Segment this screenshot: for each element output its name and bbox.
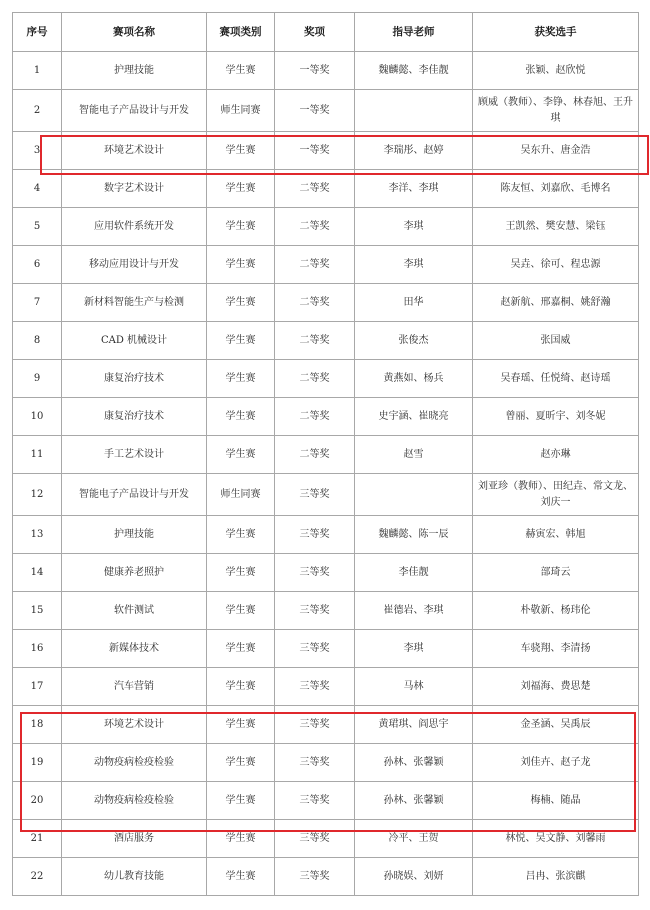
cell-winners: 刘亚珍（教师）、田纪垚、常文龙、刘庆一 (473, 474, 639, 516)
cell-award: 三等奖 (275, 820, 355, 858)
cell-award: 二等奖 (275, 246, 355, 284)
cell-event-category: 学生赛 (207, 516, 275, 554)
cell-index: 3 (13, 132, 62, 170)
cell-event-name: 护理技能 (62, 516, 207, 554)
cell-award: 三等奖 (275, 782, 355, 820)
table-row (13, 132, 639, 170)
cell-award: 二等奖 (275, 398, 355, 436)
cell-event-category: 学生赛 (207, 630, 275, 668)
header-award: 奖项 (275, 13, 355, 52)
cell-award: 三等奖 (275, 744, 355, 782)
cell-instructor: 孙林、张馨颖 (355, 744, 473, 782)
cell-award: 二等奖 (275, 360, 355, 398)
cell-winners: 赵新航、邢嘉桐、姚舒瀚 (473, 284, 639, 322)
cell-event-name: 酒店服务 (62, 820, 207, 858)
cell-event-name: 智能电子产品设计与开发 (62, 90, 207, 132)
table-row (13, 782, 639, 820)
cell-event-category: 师生同赛 (207, 90, 275, 132)
cell-award: 二等奖 (275, 436, 355, 474)
header-row (13, 13, 639, 52)
cell-winners: 车骁翔、李清扬 (473, 630, 639, 668)
table-row (13, 516, 639, 554)
cell-event-name: CAD 机械设计 (62, 322, 207, 360)
header-event-category: 赛项类别 (207, 13, 275, 52)
cell-winners: 梅楠、随晶 (473, 782, 639, 820)
cell-award: 一等奖 (275, 90, 355, 132)
table-row (13, 474, 639, 516)
cell-event-name: 环境艺术设计 (62, 132, 207, 170)
table-row (13, 360, 639, 398)
cell-event-category: 学生赛 (207, 52, 275, 90)
cell-award: 二等奖 (275, 284, 355, 322)
cell-instructor: 黄燕如、杨兵 (355, 360, 473, 398)
cell-event-name: 新材料智能生产与检测 (62, 284, 207, 322)
table-row (13, 90, 639, 132)
cell-award: 三等奖 (275, 516, 355, 554)
awards-table (12, 12, 639, 896)
cell-event-category: 学生赛 (207, 360, 275, 398)
cell-event-name: 动物疫病检疫检验 (62, 782, 207, 820)
table-row (13, 52, 639, 90)
cell-index: 6 (13, 246, 62, 284)
cell-instructor: 史宇涵、崔晓亮 (355, 398, 473, 436)
table-row (13, 398, 639, 436)
cell-winners: 王凯然、樊安慧、梁钰 (473, 208, 639, 246)
cell-event-category: 学生赛 (207, 706, 275, 744)
cell-event-name: 智能电子产品设计与开发 (62, 474, 207, 516)
cell-winners: 部琦云 (473, 554, 639, 592)
table-row (13, 592, 639, 630)
cell-winners: 张国威 (473, 322, 639, 360)
table-row (13, 170, 639, 208)
cell-index: 16 (13, 630, 62, 668)
cell-instructor: 张俊杰 (355, 322, 473, 360)
cell-event-name: 健康养老照护 (62, 554, 207, 592)
cell-instructor: 崔德岩、李琪 (355, 592, 473, 630)
table-row (13, 668, 639, 706)
cell-index: 22 (13, 858, 62, 896)
header-event-name: 赛项名称 (62, 13, 207, 52)
cell-instructor: 赵雪 (355, 436, 473, 474)
cell-event-category: 学生赛 (207, 284, 275, 322)
cell-event-name: 移动应用设计与开发 (62, 246, 207, 284)
cell-award: 二等奖 (275, 208, 355, 246)
cell-instructor: 李瑞彤、赵婷 (355, 132, 473, 170)
cell-award: 一等奖 (275, 132, 355, 170)
cell-award: 三等奖 (275, 706, 355, 744)
cell-event-name: 环境艺术设计 (62, 706, 207, 744)
cell-event-name: 康复治疗技术 (62, 360, 207, 398)
cell-index: 7 (13, 284, 62, 322)
cell-index: 19 (13, 744, 62, 782)
cell-index: 5 (13, 208, 62, 246)
table-row (13, 630, 639, 668)
cell-winners: 顾威（教师）、李铮、林春旭、王升琪 (473, 90, 639, 132)
table-row (13, 284, 639, 322)
cell-instructor: 魏麟懿、李佳靓 (355, 52, 473, 90)
cell-instructor: 黄珺琪、阎思宇 (355, 706, 473, 744)
cell-award: 三等奖 (275, 592, 355, 630)
table-row (13, 744, 639, 782)
cell-winners: 张颖、赵欣悦 (473, 52, 639, 90)
cell-event-name: 手工艺术设计 (62, 436, 207, 474)
cell-instructor: 李佳靓 (355, 554, 473, 592)
cell-winners: 赫寅宏、韩旭 (473, 516, 639, 554)
cell-event-name: 动物疫病检疫检验 (62, 744, 207, 782)
header-index: 序号 (13, 13, 62, 52)
cell-event-category: 学生赛 (207, 820, 275, 858)
cell-award: 三等奖 (275, 858, 355, 896)
cell-winners: 刘佳卉、赵子龙 (473, 744, 639, 782)
cell-index: 18 (13, 706, 62, 744)
cell-index: 14 (13, 554, 62, 592)
cell-event-name: 数字艺术设计 (62, 170, 207, 208)
cell-index: 4 (13, 170, 62, 208)
cell-event-category: 学生赛 (207, 554, 275, 592)
cell-event-category: 学生赛 (207, 668, 275, 706)
cell-event-name: 康复治疗技术 (62, 398, 207, 436)
cell-index: 10 (13, 398, 62, 436)
cell-index: 2 (13, 90, 62, 132)
table-row (13, 436, 639, 474)
cell-index: 13 (13, 516, 62, 554)
cell-index: 8 (13, 322, 62, 360)
table-row (13, 706, 639, 744)
cell-instructor: 冷平、王贺 (355, 820, 473, 858)
cell-winners: 曾丽、夏昕宇、刘冬妮 (473, 398, 639, 436)
cell-index: 1 (13, 52, 62, 90)
cell-event-category: 学生赛 (207, 322, 275, 360)
cell-instructor: 孙晓娱、刘妍 (355, 858, 473, 896)
cell-winners: 林悦、吴文静、刘馨雨 (473, 820, 639, 858)
cell-index: 9 (13, 360, 62, 398)
cell-event-category: 学生赛 (207, 592, 275, 630)
cell-instructor (355, 90, 473, 132)
cell-instructor: 李洋、李琪 (355, 170, 473, 208)
cell-winners: 陈友恒、刘嘉欣、毛博名 (473, 170, 639, 208)
table-row (13, 322, 639, 360)
cell-award: 三等奖 (275, 630, 355, 668)
cell-event-category: 学生赛 (207, 246, 275, 284)
table-row (13, 208, 639, 246)
cell-award: 三等奖 (275, 474, 355, 516)
table-row (13, 246, 639, 284)
cell-index: 21 (13, 820, 62, 858)
cell-winners: 吴垚、徐可、程忠源 (473, 246, 639, 284)
table-row (13, 820, 639, 858)
cell-index: 17 (13, 668, 62, 706)
cell-event-category: 学生赛 (207, 170, 275, 208)
cell-winners: 吴春瑶、任悦绮、赵诗瑶 (473, 360, 639, 398)
cell-winners: 吕冉、张滨麒 (473, 858, 639, 896)
cell-event-name: 新媒体技术 (62, 630, 207, 668)
cell-event-name: 应用软件系统开发 (62, 208, 207, 246)
cell-instructor: 田华 (355, 284, 473, 322)
cell-event-name: 软件测试 (62, 592, 207, 630)
table-row (13, 858, 639, 896)
cell-winners: 吴东升、唐金浩 (473, 132, 639, 170)
cell-event-category: 学生赛 (207, 398, 275, 436)
cell-winners: 金圣涵、吴禹辰 (473, 706, 639, 744)
header-winners: 获奖选手 (473, 13, 639, 52)
cell-award: 三等奖 (275, 554, 355, 592)
header-instructor: 指导老师 (355, 13, 473, 52)
cell-instructor: 魏麟懿、陈一辰 (355, 516, 473, 554)
cell-event-category: 学生赛 (207, 858, 275, 896)
cell-index: 12 (13, 474, 62, 516)
cell-event-category: 学生赛 (207, 208, 275, 246)
cell-index: 11 (13, 436, 62, 474)
cell-award: 一等奖 (275, 52, 355, 90)
cell-instructor (355, 474, 473, 516)
cell-event-category: 师生同赛 (207, 474, 275, 516)
cell-event-name: 汽车营销 (62, 668, 207, 706)
cell-event-name: 幼儿教育技能 (62, 858, 207, 896)
cell-winners: 刘福海、费思楚 (473, 668, 639, 706)
cell-event-category: 学生赛 (207, 744, 275, 782)
cell-award: 二等奖 (275, 170, 355, 208)
cell-event-category: 学生赛 (207, 132, 275, 170)
cell-winners: 赵亦琳 (473, 436, 639, 474)
cell-index: 15 (13, 592, 62, 630)
cell-index: 20 (13, 782, 62, 820)
cell-instructor: 李琪 (355, 208, 473, 246)
cell-winners: 朴敬新、杨玮伦 (473, 592, 639, 630)
cell-instructor: 李琪 (355, 246, 473, 284)
cell-instructor: 李琪 (355, 630, 473, 668)
table-row (13, 554, 639, 592)
cell-instructor: 马林 (355, 668, 473, 706)
cell-instructor: 孙林、张馨颖 (355, 782, 473, 820)
cell-award: 三等奖 (275, 668, 355, 706)
cell-award: 二等奖 (275, 322, 355, 360)
cell-event-name: 护理技能 (62, 52, 207, 90)
cell-event-category: 学生赛 (207, 436, 275, 474)
cell-event-category: 学生赛 (207, 782, 275, 820)
